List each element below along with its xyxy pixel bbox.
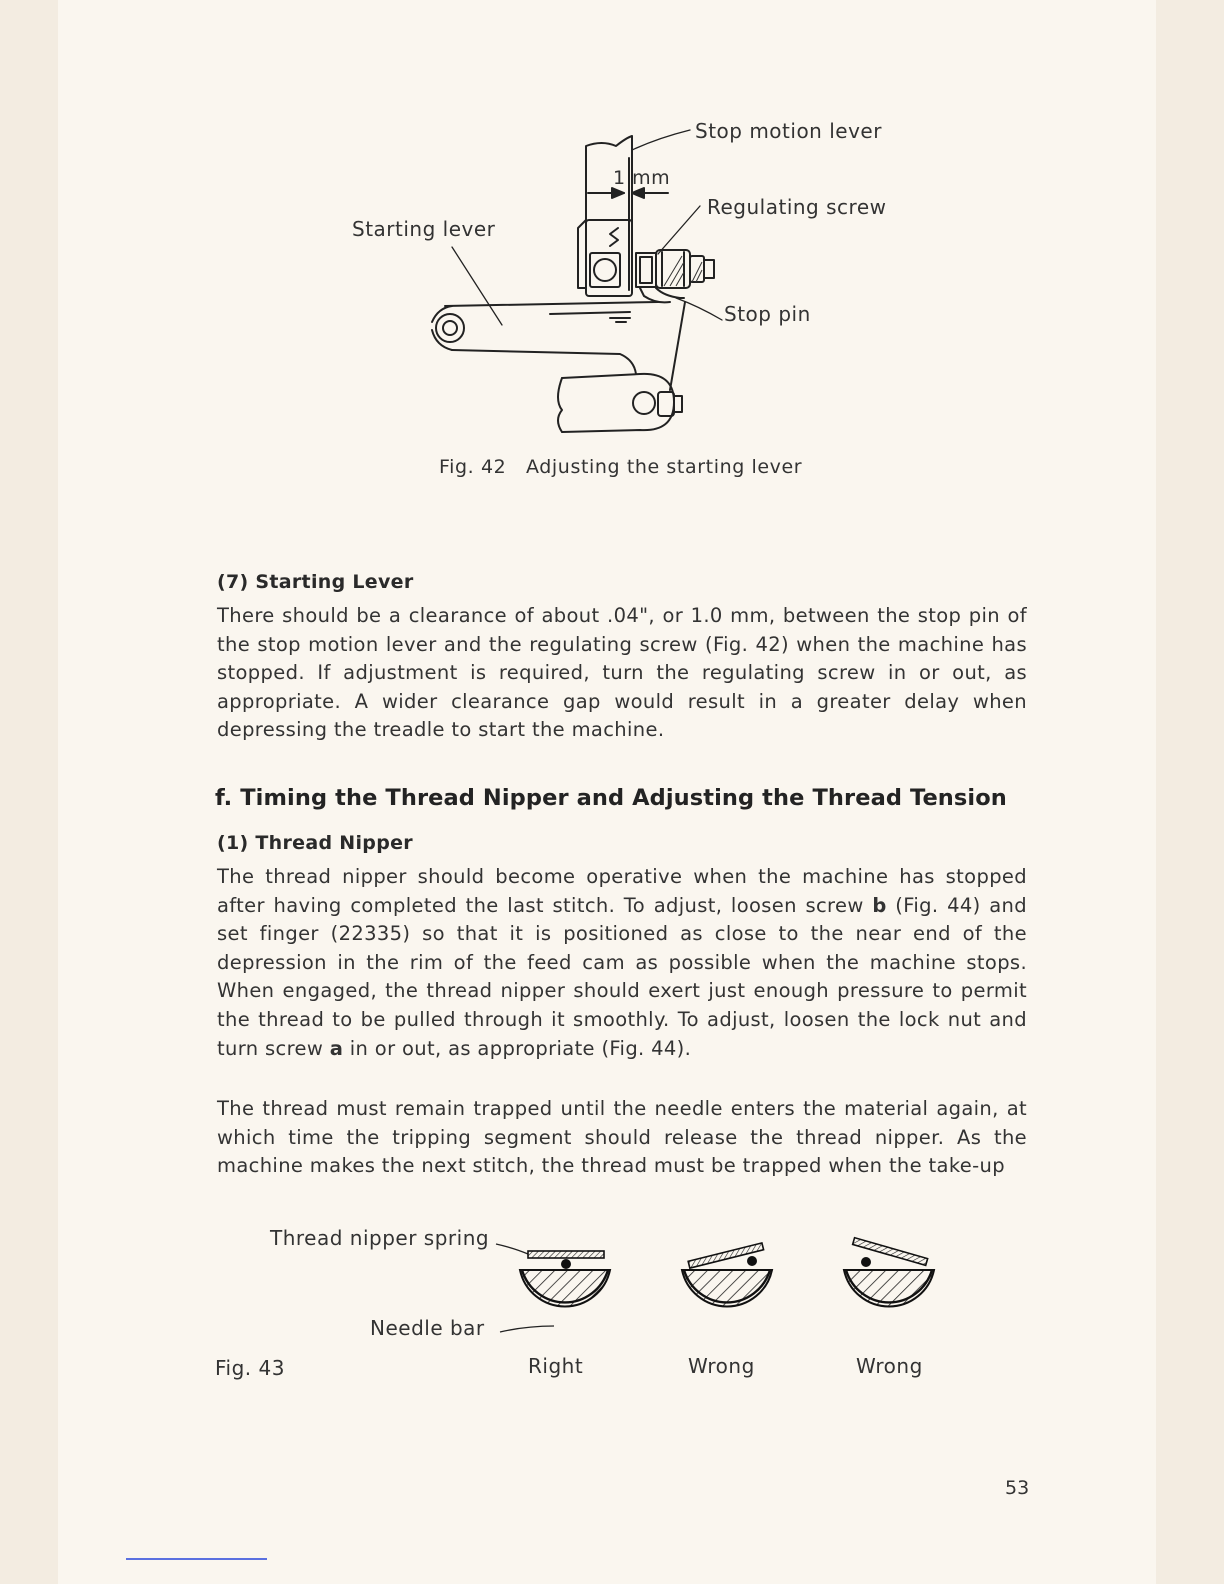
thread-nipper-diagrams (480, 1230, 960, 1350)
right-diagram (520, 1251, 610, 1306)
section-f-heading: f. Timing the Thread Nipper and Adjusting the Thread Tension (215, 785, 1007, 811)
figure-43-label: Fig. 43 (215, 1356, 285, 1380)
paragraph-part-2: (Fig. 44) and set finger (22335) so that it is positioned as close to the near end of the depression in the rim of the feed cam as possible when the machine stops. When engaged, the thread nipper should exert just enough pressure to permit the thread to be pulled through it smoothly. To adjust, loosen the lock nut and turn screw (217, 893, 1027, 1060)
page-number: 53 (1005, 1477, 1030, 1499)
label-wrong-2: Wrong (856, 1354, 923, 1378)
starting-lever-heading: (7) Starting Lever (217, 571, 414, 593)
thread-nipper-heading: (1) Thread Nipper (217, 832, 413, 854)
label-stop-motion-lever: Stop motion lever (695, 119, 882, 143)
label-1mm: 1 mm (613, 167, 671, 189)
paragraph-part-1: The thread nipper should become operative when the machine has stopped after having completed the last stitch. To adjust, loosen screw (217, 865, 1027, 917)
figure-42 (340, 110, 900, 440)
thread-trapped-paragraph: The thread must remain trapped until the needle enters the material again, at which time the tripping segment should release the thread nipper. As the machine makes the next stitch, the thread must be trapped when the take-up (217, 1097, 1027, 1178)
starting-lever-mechanism-illustration (340, 110, 900, 440)
label-regulating-screw: Regulating screw (707, 195, 887, 219)
wrong-diagram-1 (682, 1243, 772, 1307)
figure-42-caption-number: Fig. 42 (439, 456, 507, 478)
scan-artifact-line (126, 1558, 267, 1560)
thread-nipper-paragraph (217, 863, 1027, 1063)
label-wrong-1: Wrong (688, 1354, 755, 1378)
label-starting-lever: Starting lever (352, 217, 496, 241)
screw-b-label: b (872, 893, 887, 917)
wrong-diagram-2 (844, 1238, 934, 1307)
screw-a-label: a (329, 1036, 344, 1060)
label-right: Right (528, 1354, 584, 1378)
label-stop-pin: Stop pin (724, 302, 811, 326)
label-thread-nipper-spring: Thread nipper spring (270, 1226, 490, 1250)
starting-lever-paragraph: There should be a clearance of about .04", or 1.0 mm, between the stop pin of the stop motion lever and the regulating screw (Fig. 42) when the machine has stopped. If adjustment is required, turn the regulating screw in or out, as appropriate. A wider clearance gap would result in a greater delay when depressing the treadle to start the machine. (217, 604, 1027, 742)
label-needle-bar: Needle bar (370, 1316, 485, 1340)
paragraph-part-3: in or out, as appropriate (Fig. 44). (343, 1036, 692, 1060)
figure-42-caption-text: Adjusting the starting lever (526, 456, 803, 478)
